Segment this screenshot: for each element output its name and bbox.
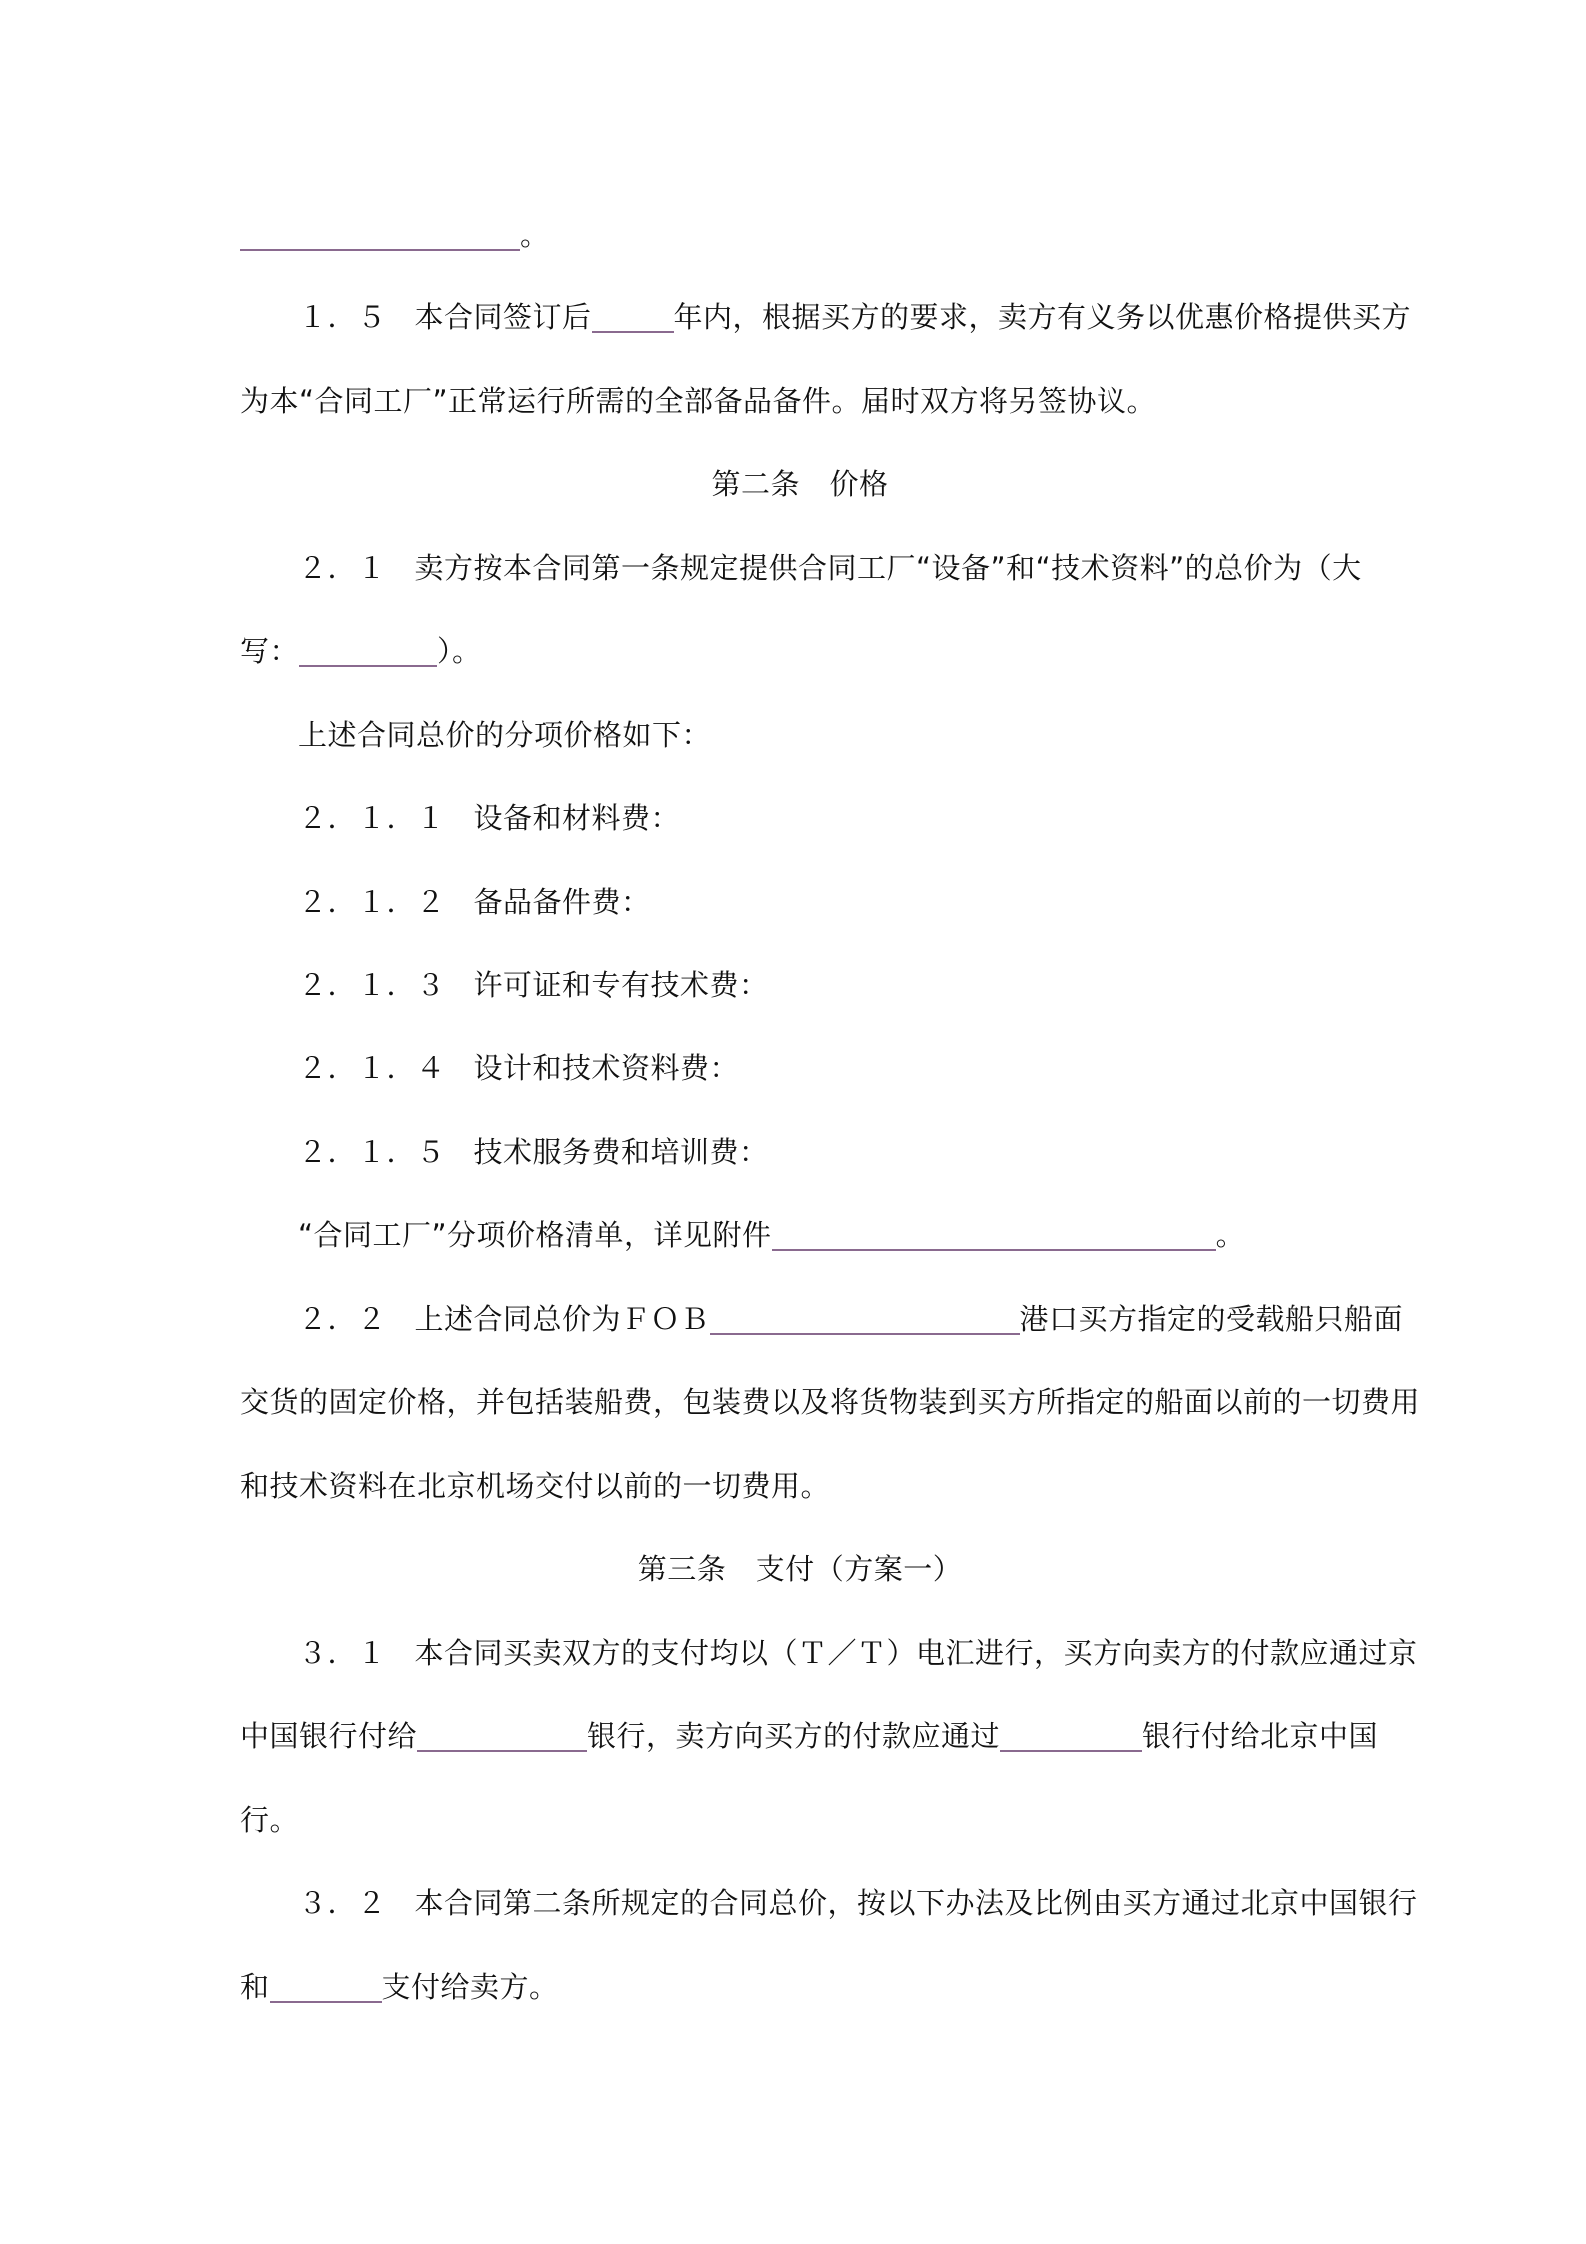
price-list-line: “合同工厂”分项价格清单，详见附件 。	[298, 1218, 1246, 1252]
blank-field	[772, 1219, 1216, 1251]
clause-3-1-cont-1: 中国银行付给 银行，卖方向买方的付款应通过 银行付给北京中国	[240, 1719, 1379, 1753]
blank-field	[1000, 1720, 1142, 1752]
clause-number: ２．２	[298, 1302, 387, 1336]
clause-2-2: ２．２ 上述合同总价为ＦＯＢ 港口买方指定的受载船只船面	[298, 1302, 1404, 1336]
clause-1-5: １．５ 本合同签订后 年内，根据买方的要求，卖方有义务以优惠价格提供买方	[298, 300, 1412, 334]
item-2-1-1: ２．１．１ 设备和材料费：	[298, 801, 681, 835]
blank-field	[270, 1971, 382, 2003]
blank-field	[592, 301, 674, 333]
item-2-1-2: ２．１．２ 备品备件费：	[298, 885, 651, 919]
blank-field	[240, 219, 520, 251]
price-breakdown-intro: 上述合同总价的分项价格如下：	[298, 718, 712, 752]
item-2-1-5: ２．１．５ 技术服务费和培训费：	[298, 1135, 769, 1169]
blank-field	[710, 1303, 1020, 1335]
clause-3-2-cont: 和 支付给卖方。	[240, 1970, 559, 2004]
clause-number: ２．１	[298, 551, 387, 585]
item-2-1-3: ２．１．３ 许可证和专有技术费：	[298, 968, 769, 1002]
article-3-heading: 第三条 支付（方案一）	[637, 1552, 963, 1586]
item-2-1-4: ２．１．４ 设计和技术资料费：	[298, 1051, 740, 1085]
blank-field	[299, 635, 437, 667]
clause-2-1-cont: 写： ）。	[240, 634, 482, 668]
clause-2-2-cont-1: 交货的固定价格，并包括装船费，包装费以及将货物装到买方所指定的船面以前的一切费用	[240, 1385, 1421, 1419]
line-continuation: 。	[240, 211, 1360, 259]
clause-number: ３．２	[298, 1886, 387, 1920]
clause-2-2-cont-2: 和技术资料在北京机场交付以前的一切费用。	[240, 1469, 831, 1503]
clause-3-1-cont-2: 行。	[240, 1803, 300, 1837]
clause-2-1: ２．１ 卖方按本合同第一条规定提供合同工厂“设备”和“技术资料”的总价为（大	[298, 551, 1362, 585]
clause-1-5-cont: 为本“合同工厂”正常运行所需的全部备品备件。届时双方将另签协议。	[240, 384, 1157, 418]
blank-field	[417, 1720, 587, 1752]
clause-number: ３．１	[298, 1636, 387, 1670]
clause-3-1: ３．１ 本合同买卖双方的支付均以（Ｔ／Ｔ）电汇进行，买方向卖方的付款应通过京	[298, 1636, 1418, 1670]
article-2-heading: 第二条 价格	[711, 467, 889, 501]
clause-3-2: ３．２ 本合同第二条所规定的合同总价，按以下办法及比例由买方通过北京中国银行	[298, 1886, 1418, 1920]
clause-number: １．５	[298, 300, 387, 334]
